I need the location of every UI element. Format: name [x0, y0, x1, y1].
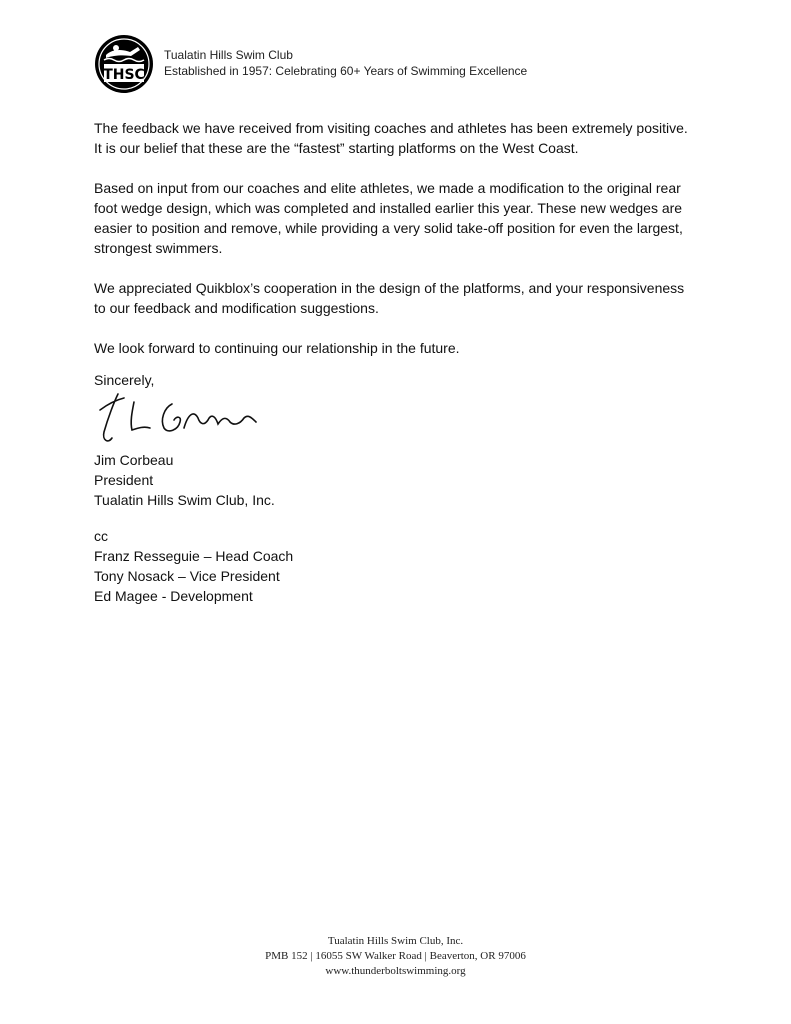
body-paragraph: We look forward to continuing our relationship in the future. — [94, 340, 460, 356]
body-paragraph: Based on input from our coaches and elite athletes, we made a modification to the original rear foot wedge design, which was completed and installed earlier this year. These new wedges are easier to position and remove, while providing a very solid take-off position for even the largest, strongest swimmers. — [94, 180, 683, 256]
svg-text:THSC: THSC — [103, 67, 145, 83]
footer-website: www.thunderboltswimming.org — [325, 965, 466, 977]
letterhead-club-name: Tualatin Hills Swim Club — [164, 48, 293, 62]
letter-footer — [0, 934, 791, 979]
closing: Sincerely, — [94, 372, 155, 388]
body-paragraph: The feedback we have received from visiting coaches and athletes has been extremely positive. It is our belief that these are the “fastest” starting platforms on the West Coast. — [94, 120, 688, 156]
signer-title: President — [94, 472, 154, 488]
footer-org: Tualatin Hills Swim Club, Inc. — [327, 935, 464, 947]
cc-block — [94, 526, 293, 606]
footer-address: PMB 152 | 16055 SW Walker Road | Beaverton, OR 97006 — [265, 950, 526, 962]
cc-recipient: Franz Resseguie – Head Coach — [94, 548, 294, 564]
signer-org: Tualatin Hills Swim Club, Inc. — [94, 492, 275, 508]
signer-block — [94, 450, 275, 510]
club-logo — [94, 34, 154, 94]
cc-recipient: Ed Magee - Development — [94, 588, 253, 604]
letterhead-tagline: Established in 1957: Celebrating 60+ Years of Swimming Excellence — [164, 64, 528, 78]
handwritten-signature — [94, 388, 274, 450]
cc-label: cc — [94, 528, 108, 544]
letter-body — [94, 118, 694, 378]
signer-name: Jim Corbeau — [94, 452, 174, 468]
cc-recipient: Tony Nosack – Vice President — [94, 568, 280, 584]
body-paragraph: We appreciated Quikblox’s cooperation in the design of the platforms, and your responsiveness to our feedback and modification suggestions. — [94, 280, 685, 316]
